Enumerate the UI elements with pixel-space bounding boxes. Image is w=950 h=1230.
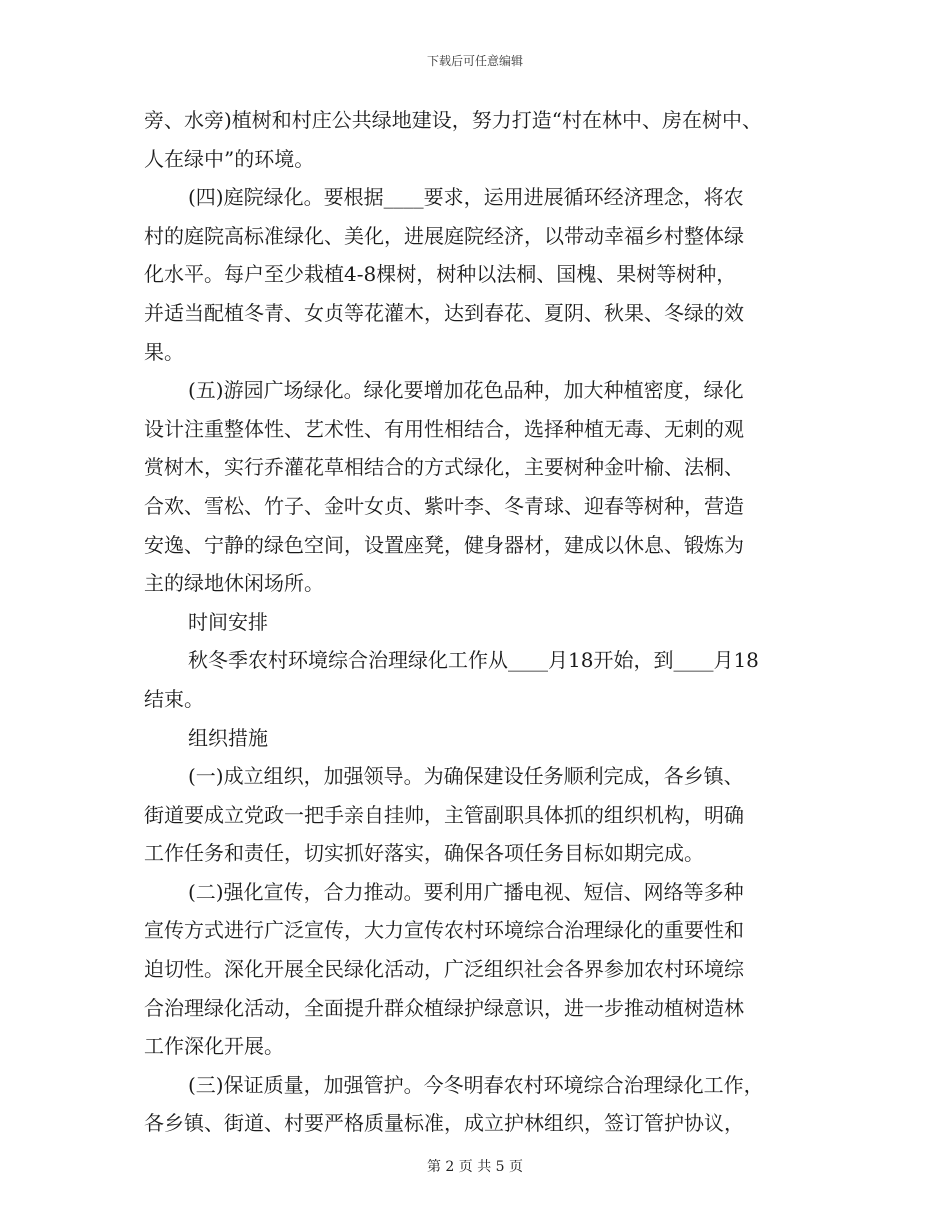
document-body — [144, 101, 814, 1143]
text-line: (二)强化宣传，合力推动。要利用广播电视、短信、网络等多种 — [188, 879, 744, 904]
text-line: 化水平。每户至少栽植4-8棵树，树种以法桐、国槐、果树等树种， — [144, 262, 737, 287]
text-line: (三)保证质量，加强管护。今冬明春农村环境综合治理绿化工作， — [188, 1072, 764, 1097]
text-line: 迫切性。深化开展全民绿化活动，广泛组织社会各界参加农村环境综 — [144, 957, 744, 982]
text-line: 合欢、雪松、竹子、金叶女贞、紫叶李、冬青球、迎春等树种，营造 — [144, 493, 744, 518]
text-line: 秋冬季农村环境综合治理绿化工作从____月18开始，到____月18 — [188, 648, 759, 673]
page-footer: 第 2 页 共 5 页 — [426, 1159, 524, 1175]
text-line: 街道要成立党政一把手亲自挂帅，主管副职具体抓的组织机构，明确 — [144, 802, 744, 827]
page-header: 下载后可任意编辑 — [426, 54, 523, 68]
text-line: 旁、水旁)植树和村庄公共绿地建设，努力打造“村在林中、房在树中、 — [144, 108, 763, 132]
text-line: 并适当配植冬青、女贞等花灌木，达到春花、夏阴、秋果、冬绿的效 — [144, 300, 744, 325]
text-line: 果。 — [144, 339, 184, 364]
text-line: 工作深化开展。 — [144, 1034, 284, 1059]
text-line: 赏树木，实行乔灌花草相结合的方式绿化，主要树种金叶榆、法桐、 — [144, 455, 744, 480]
text-line: 人在绿中”的环境。 — [144, 146, 315, 171]
text-line: (五)游园广场绿化。绿化要增加花色品种，加大种植密度，绿化 — [188, 378, 744, 403]
text-line: 宣传方式进行广泛宣传，大力宣传农村环境综合治理绿化的重要性和 — [144, 918, 744, 943]
text-line: 各乡镇、街道、村要严格质量标准，成立护林组织，签订管护协议， — [144, 1111, 744, 1136]
text-line: 安逸、宁静的绿色空间，设置座凳，健身器材，建成以休息、锻炼为 — [144, 532, 744, 557]
text-line: (四)庭院绿化。要根据____要求，运用进展循环经济理念，将农 — [188, 185, 744, 210]
text-line: 组织措施 — [188, 725, 268, 750]
text-line: 结束。 — [144, 686, 204, 711]
text-line: 工作任务和责任，切实抓好落实，确保各项任务目标如期完成。 — [144, 841, 704, 866]
text-line: 主的绿地休闲场所。 — [144, 571, 324, 596]
text-line: 合治理绿化活动，全面提升群众植绿护绿意识，进一步推动植树造林 — [144, 995, 744, 1020]
text-line: (一)成立组织，加强领导。为确保建设任务顺利完成，各乡镇、 — [188, 764, 744, 789]
text-line: 村的庭院高标准绿化、美化，进展庭院经济，以带动幸福乡村整体绿 — [144, 223, 744, 248]
text-line: 设计注重整体性、艺术性、有用性相结合，选择种植无毒、无刺的观 — [144, 416, 744, 441]
text-line: 时间安排 — [188, 609, 268, 634]
